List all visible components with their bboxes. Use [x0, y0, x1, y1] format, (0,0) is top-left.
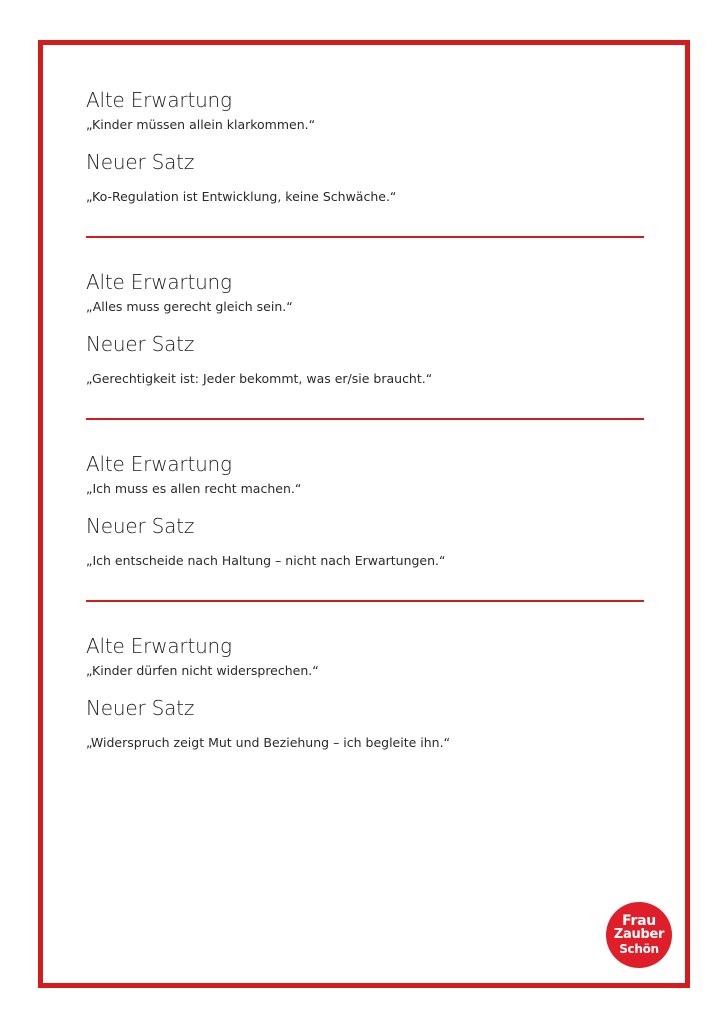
old-expectation-heading: Alte Erwartung [86, 452, 232, 476]
brand-logo [606, 902, 672, 968]
new-sentence-quote: „Ko-Regulation ist Entwicklung, keine Schwäche.“ [86, 189, 397, 204]
logo-line-3: Schön [619, 942, 659, 956]
new-sentence-quote: „Widerspruch zeigt Mut und Beziehung – ich begleite ihn.“ [86, 735, 451, 750]
section-4 [86, 632, 644, 752]
section-divider [86, 236, 644, 238]
new-sentence-heading: Neuer Satz [86, 696, 195, 720]
section-divider [86, 600, 644, 602]
logo-line-1: Frau [622, 913, 656, 929]
section-1 [86, 86, 644, 206]
logo-line-2: Zauber [613, 927, 665, 942]
new-sentence-heading: Neuer Satz [86, 514, 195, 538]
old-expectation-heading: Alte Erwartung [86, 270, 232, 294]
old-expectation-heading: Alte Erwartung [86, 634, 232, 658]
document-content [86, 82, 644, 752]
section-divider [86, 418, 644, 420]
new-sentence-quote: „Ich entscheide nach Haltung – nicht nach Erwartungen.“ [86, 553, 446, 568]
old-expectation-quote: „Ich muss es allen recht machen.“ [86, 481, 302, 496]
section-2 [86, 268, 644, 388]
new-sentence-heading: Neuer Satz [86, 332, 195, 356]
old-expectation-quote: „Alles muss gerecht gleich sein.“ [86, 299, 293, 314]
old-expectation-quote: „Kinder müssen allein klarkommen.“ [86, 117, 316, 132]
old-expectation-quote: „Kinder dürfen nicht widersprechen.“ [86, 663, 319, 678]
old-expectation-heading: Alte Erwartung [86, 88, 232, 112]
new-sentence-quote: „Gerechtigkeit ist: Jeder bekommt, was er/sie braucht.“ [86, 371, 433, 386]
section-3 [86, 450, 644, 570]
new-sentence-heading: Neuer Satz [86, 150, 195, 174]
